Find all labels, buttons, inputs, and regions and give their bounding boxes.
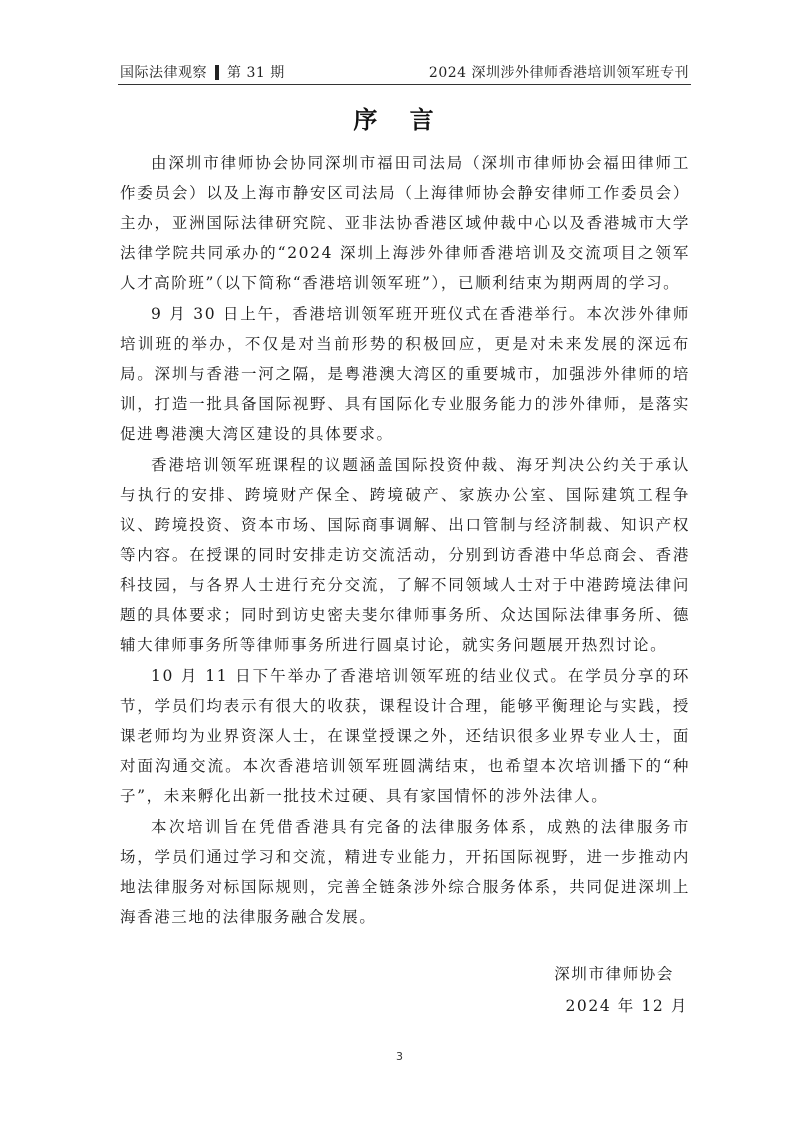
header-separator-bar <box>215 65 219 80</box>
page-number: 3 <box>396 1050 403 1063</box>
paragraph-3: 香港培训领军班课程的议题涵盖国际投资仲裁、海牙判决公约关于承认与执行的安排、跨境财产保全、跨境破产、家族办公室、国际建筑工程争议、跨境投资、资本市场、国际商事调解、出口管制与经济制裁、知识产权等内容。在授课的同时安排走访交流活动，分别到访香港中华总商会、香港科技园，与各界人士进行充分交流，了解不同领域人士对于中港跨境法律问题的具体要求；同时到访史密夫斐尔律师事务所、众达国际法律事务所、德辅大律师事务所等律师事务所进行圆桌讨论，就实务问题展开热烈讨论。 <box>120 456 690 654</box>
header-divider <box>118 84 691 85</box>
signature-organization: 深圳市律师协会 <box>554 965 674 983</box>
special-issue-title: 2024 深圳涉外律师香港培训领军班专刊 <box>428 65 689 81</box>
running-header <box>120 58 689 82</box>
header-left <box>120 62 285 82</box>
signature-date: 2024 年 12 月 <box>565 997 688 1015</box>
paragraph-2: 9 月 30 日上午，香港培训领军班开班仪式在香港举行。本次涉外律师培训班的举办，不仅是对当前形势的积极回应，更是对未来发展的深远布局。深圳与香港一河之隔，是粤港澳大湾区的重要城市，加强涉外律师的培训，打造一批具备国际视野、具有国际化专业服务能力的涉外律师，是落实促进粤港澳大湾区建设的具体要求。 <box>120 305 690 443</box>
paragraph-5: 本次培训旨在凭借香港具有完备的法律服务体系，成熟的法律服务市场，学员们通过学习和交流，精进专业能力，开拓国际视野，进一步推动内地法律服务对标国际规则，完善全链条涉外综合服务体系，共同促进深圳上海香港三地的法律服务融合发展。 <box>120 818 690 926</box>
page-title: 序 言 <box>353 105 446 134</box>
paragraph-4: 10 月 11 日下午举办了香港培训领军班的结业仪式。在学员分享的环节，学员们均表示有很大的收获，课程设计合理，能够平衡理论与实践，授课老师均为业界资深人士，在课堂授课之外，还结识很多业界专业人士，面对面沟通交流。本次香港培训领军班圆满结束，也希望本次培训播下的“种子”，未来孵化出新一批技术过硬、具有家国情怀的涉外法律人。 <box>120 667 690 805</box>
paragraph-1: 由深圳市律师协会协同深圳市福田司法局（深圳市律师协会福田律师工作委员会）以及上海市静安区司法局（上海律师协会静安律师工作委员会）主办，亚洲国际法律研究院、亚非法协香港区域仲裁中心以及香港城市大学法律学院共同承办的“2024 深圳上海涉外律师香港培训及交流项目之领军人才高阶班”（以下简称“香港培训领军班”），已顺利结束为期两周的学习。 <box>120 154 690 292</box>
issue-number: 第 31 期 <box>227 65 285 81</box>
signature-block <box>554 958 688 1022</box>
preface-body <box>120 148 690 933</box>
journal-name: 国际法律观察 <box>120 65 207 81</box>
